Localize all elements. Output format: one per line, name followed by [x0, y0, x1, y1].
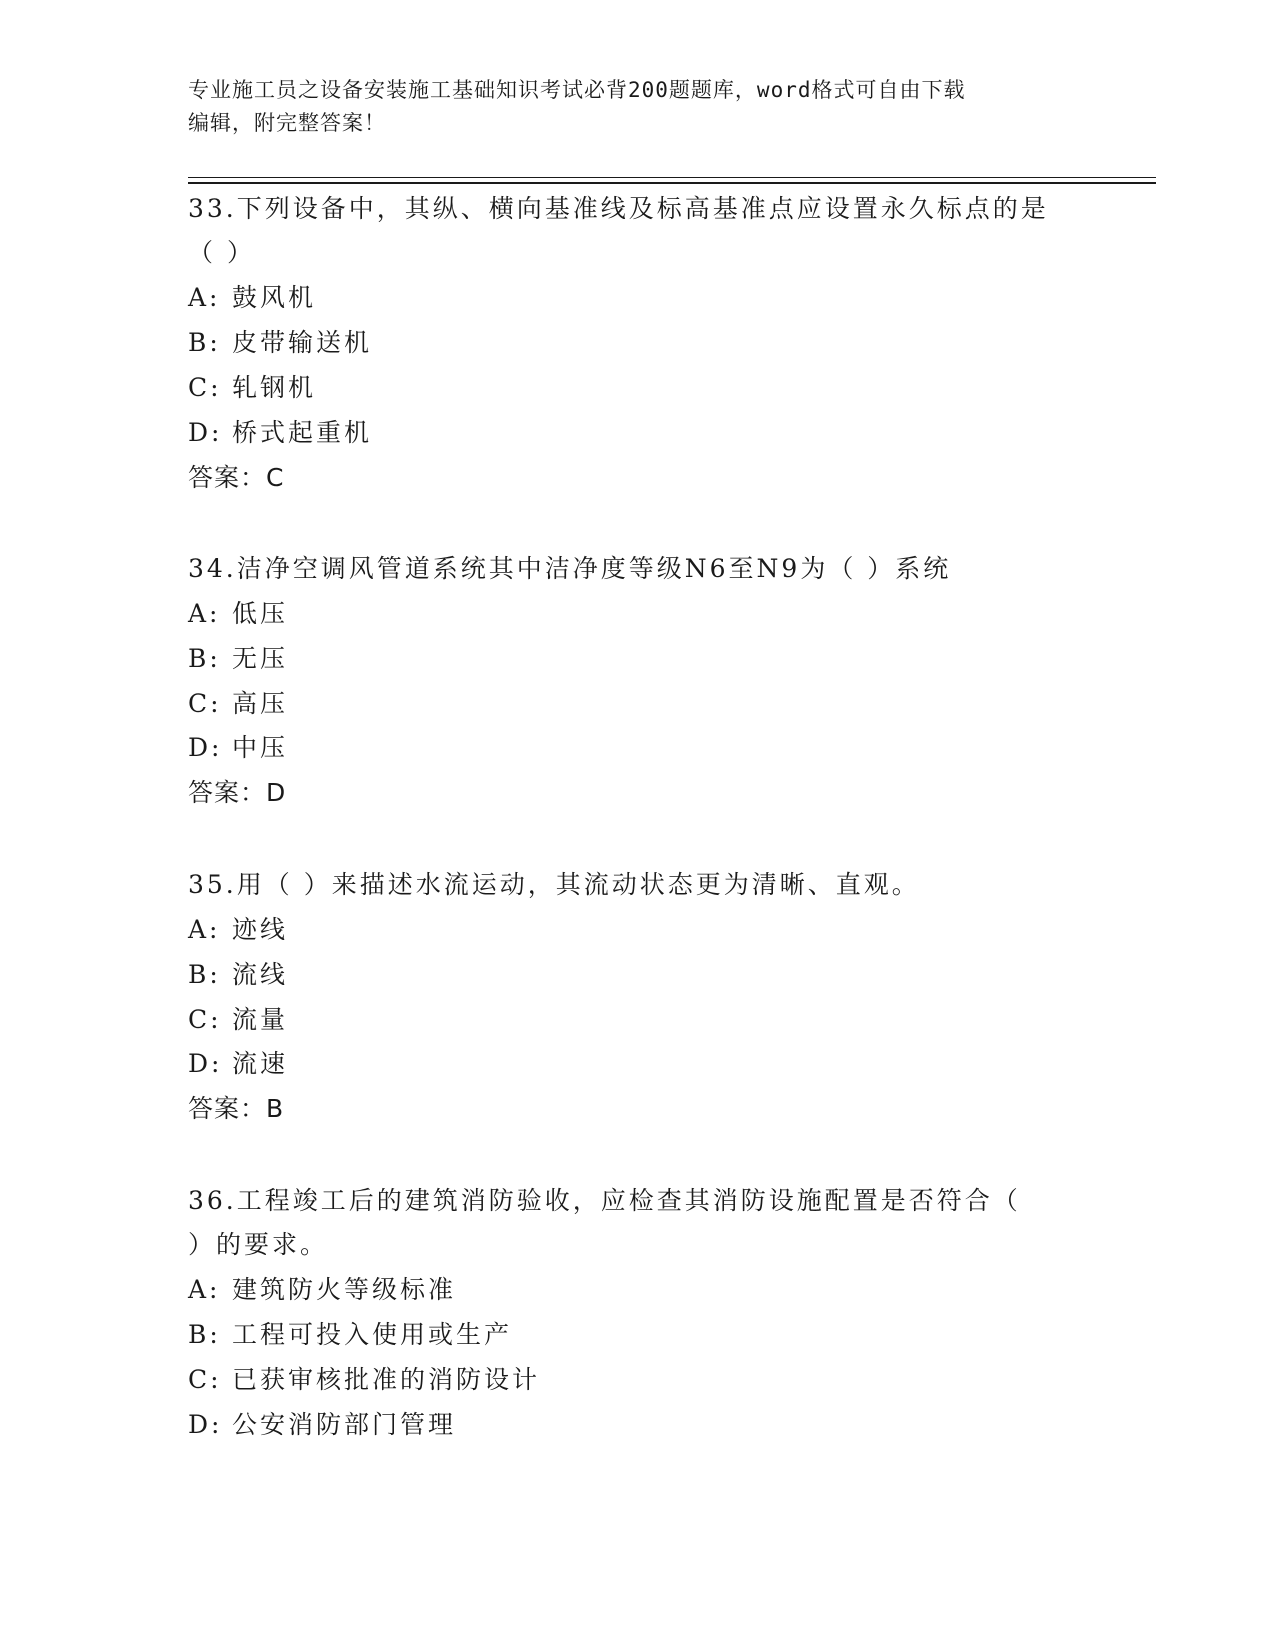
option-letter: C: [188, 1365, 222, 1394]
question-33-option-d [188, 416, 372, 450]
option-text: 皮带输送机 [232, 328, 373, 357]
question-34-option-a [188, 597, 288, 631]
option-letter: A: [188, 915, 221, 944]
option-letter: A: [188, 1275, 221, 1304]
question-36-stem-line-2: ）的要求。 [188, 1230, 329, 1259]
option-text: 流速 [232, 1049, 289, 1078]
option-text: 无压 [232, 644, 289, 673]
question-34-stem-line-1: 34.洁净空调风管道系统其中洁净度等级N6至N9为（ ）系统 [188, 554, 952, 583]
option-text: 轧钢机 [232, 373, 317, 402]
question-36-option-a [188, 1273, 456, 1307]
option-letter: D: [188, 1410, 223, 1439]
option-letter: B: [188, 644, 221, 673]
option-letter: B: [188, 960, 221, 989]
header-divider-thick [188, 182, 1156, 184]
option-text: 桥式起重机 [232, 418, 373, 447]
option-text: 迹线 [232, 915, 289, 944]
question-36-option-c [188, 1363, 540, 1397]
option-text: 中压 [232, 733, 289, 762]
question-35-option-b [188, 958, 288, 992]
document-header [188, 74, 1088, 140]
option-letter: B: [188, 1320, 221, 1349]
header-title-line-1: 专业施工员之设备安装施工基础知识考试必背200题题库，word格式可自由下载 [188, 78, 966, 102]
option-text: 工程可投入使用或生产 [232, 1320, 513, 1349]
question-33-stem-line-1: 33.下列设备中，其纵、横向基准线及标高基准点应设置永久标点的是 [188, 194, 1049, 223]
option-letter: A: [188, 283, 221, 312]
question-35-stem-line-1: 35.用（ ）来描述水流运动，其流动状态更为清晰、直观。 [188, 870, 920, 899]
option-letter: D: [188, 1049, 223, 1078]
option-text: 鼓风机 [232, 283, 317, 312]
option-letter: C: [188, 1005, 222, 1034]
option-letter: D: [188, 733, 223, 762]
option-letter: A: [188, 599, 221, 628]
header-title-line-2: 编辑，附完整答案！ [188, 111, 386, 135]
option-text: 流线 [232, 960, 289, 989]
option-letter: B: [188, 328, 221, 357]
question-33-stem-line-2: （ ） [188, 238, 255, 267]
option-text: 建筑防火等级标准 [232, 1275, 457, 1304]
question-33-option-a [188, 281, 316, 315]
question-36-option-d [188, 1408, 456, 1442]
question-36-stem-line-1: 36.工程竣工后的建筑消防验收，应检查其消防设施配置是否符合（ [188, 1186, 1021, 1215]
question-35-option-d [188, 1047, 288, 1081]
option-text: 高压 [232, 689, 289, 718]
question-35-option-a [188, 913, 288, 947]
option-text: 低压 [232, 599, 289, 628]
question-35-answer: 答案：B [188, 1094, 285, 1123]
question-35-option-c [188, 1003, 288, 1037]
option-text: 已获审核批准的消防设计 [232, 1365, 541, 1394]
header-divider-thin [188, 177, 1156, 178]
question-33-answer: 答案：C [188, 463, 285, 492]
option-letter: C: [188, 689, 222, 718]
question-34-option-b [188, 642, 288, 676]
option-text: 公安消防部门管理 [232, 1410, 457, 1439]
option-letter: C: [188, 373, 222, 402]
question-34-option-c [188, 687, 288, 721]
question-33-option-b [188, 326, 372, 360]
question-36-option-b [188, 1318, 512, 1352]
question-33-option-c [188, 371, 316, 405]
question-34-option-d [188, 731, 288, 765]
option-text: 流量 [232, 1005, 289, 1034]
question-34-answer: 答案：D [188, 778, 287, 807]
option-letter: D: [188, 418, 223, 447]
